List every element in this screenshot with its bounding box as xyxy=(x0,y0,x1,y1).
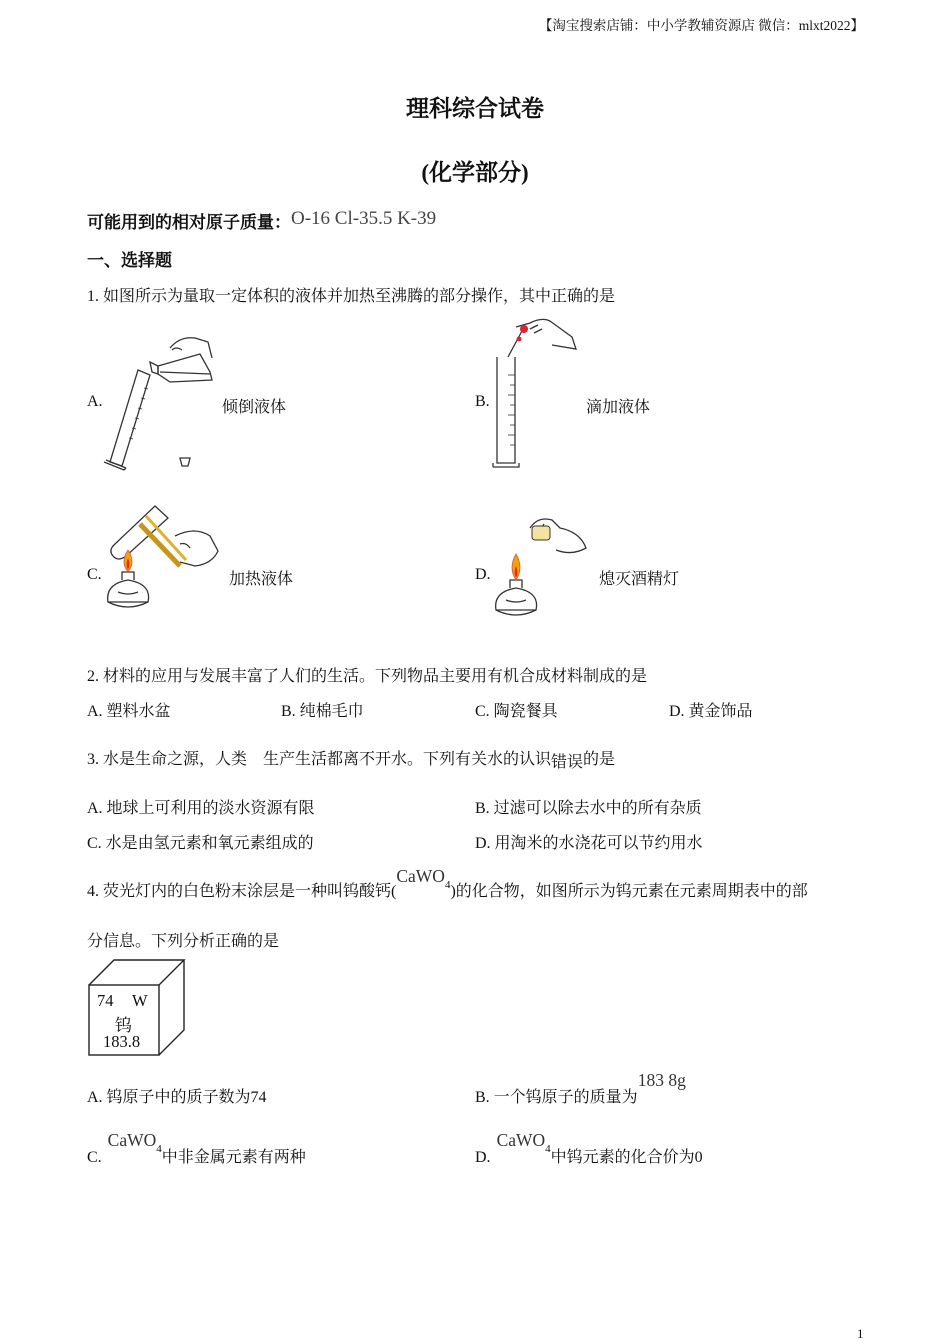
q4-option-d-formula-sub: 4 xyxy=(545,1143,551,1155)
q3-stem-part-a: 3. 水是生命之源，人类 xyxy=(87,751,248,768)
q4-option-a: A. 钨原子中的质子数为74 xyxy=(87,1089,267,1106)
atomic-mass-line xyxy=(87,208,436,234)
q1-option-a-letter: A. xyxy=(87,393,103,410)
q1-option-c-letter: C. xyxy=(87,566,102,583)
page-subtitle: (化学部分) xyxy=(421,160,529,185)
q4-option-c-formula-sub: 4 xyxy=(156,1143,162,1155)
q4-option-c xyxy=(87,1128,306,1166)
q4-formula: CaWO xyxy=(396,866,445,886)
q4-option-b xyxy=(475,1068,686,1106)
page-title: 理科综合试卷 xyxy=(406,96,544,121)
q3-stem-part-b: 生产生活都离不开水。下列有关水的认识 xyxy=(263,751,552,768)
extinguishing-lamp-illustration xyxy=(490,510,595,622)
q4-option-b-text: B. 一个钨原子的质量为 xyxy=(475,1089,638,1106)
q4-option-d-text: 中钨元素的化合价为0 xyxy=(550,1149,703,1166)
header-note: 【淘宝搜索店铺：中小学教辅资源店 微信：mlxt2022】 xyxy=(538,18,864,33)
q3-option-b: B. 过滤可以除去水中的所有杂质 xyxy=(475,800,702,817)
dropping-liquid-illustration xyxy=(490,315,585,473)
heating-liquid-illustration xyxy=(100,496,225,622)
q2-stem: 2. 材料的应用与发展丰富了人们的生活。下列物品主要用有机合成材料制成的是 xyxy=(87,668,648,685)
atomic-mass-label: 可能用到的相对原子质量： xyxy=(87,213,291,232)
element-mass: 183.8 xyxy=(103,1032,141,1051)
q2-option-a: A. 塑料水盆 xyxy=(87,703,171,720)
q3-option-c: C. 水是由氢元素和氧元素组成的 xyxy=(87,835,314,852)
q4-stem-part-b: )的化合物，如图所示为钨元素在元素周期表中的部 xyxy=(450,883,808,900)
q2-option-c: C. 陶瓷餐具 xyxy=(475,703,558,720)
q1-option-b-letter: B. xyxy=(475,393,490,410)
element-name: 钨 xyxy=(115,1016,132,1035)
q4-stem-line1 xyxy=(87,864,808,900)
q3-option-d: D. 用淘米的水浇花可以节约用水 xyxy=(475,835,703,852)
q3-stem-emphasis: 错误 xyxy=(551,754,584,771)
q1-option-d-caption: 熄灭酒精灯 xyxy=(599,571,680,588)
section-heading: 一、选择题 xyxy=(87,251,172,270)
q4-option-b-value: 183 8g xyxy=(637,1070,686,1090)
q4-formula-sub: 4 xyxy=(444,879,451,891)
q1-option-b-caption: 滴加液体 xyxy=(586,399,651,416)
q1-option-a-caption: 倾倒液体 xyxy=(222,399,287,416)
q1-stem: 1. 如图所示为量取一定体积的液体并加热至沸腾的部分操作，其中正确的是 xyxy=(87,288,616,305)
pouring-liquid-illustration xyxy=(100,328,220,473)
q4-option-d-letter: D. xyxy=(475,1149,491,1166)
q4-stem-line2: 分信息。下列分析正确的是 xyxy=(87,933,280,950)
q4-option-c-formula: CaWO xyxy=(107,1130,157,1150)
element-atomic-number: 74 xyxy=(97,991,114,1010)
q4-option-c-text: 中非金属元素有两种 xyxy=(161,1149,306,1166)
q3-stem xyxy=(87,746,615,769)
element-symbol: W xyxy=(132,991,148,1010)
q2-option-d: D. 黄金饰品 xyxy=(669,703,753,720)
q2-option-b: B. 纯棉毛巾 xyxy=(281,703,364,720)
q1-option-c-caption: 加热液体 xyxy=(229,571,294,588)
q3-stem-part-d: 的是 xyxy=(583,751,616,768)
atomic-mass-values: O-16 Cl-35.5 K-39 xyxy=(291,208,437,229)
q4-stem-part-a: 4. 荧光灯内的白色粉末涂层是一种叫钨酸钙( xyxy=(87,883,397,900)
q3-option-a: A. 地球上可利用的淡水资源有限 xyxy=(87,800,315,817)
page-number: 1 xyxy=(857,1326,864,1341)
q4-option-c-letter: C. xyxy=(87,1149,102,1166)
q4-option-d xyxy=(475,1128,703,1166)
q4-option-d-formula: CaWO xyxy=(496,1130,546,1150)
q1-option-d-letter: D. xyxy=(475,566,491,583)
